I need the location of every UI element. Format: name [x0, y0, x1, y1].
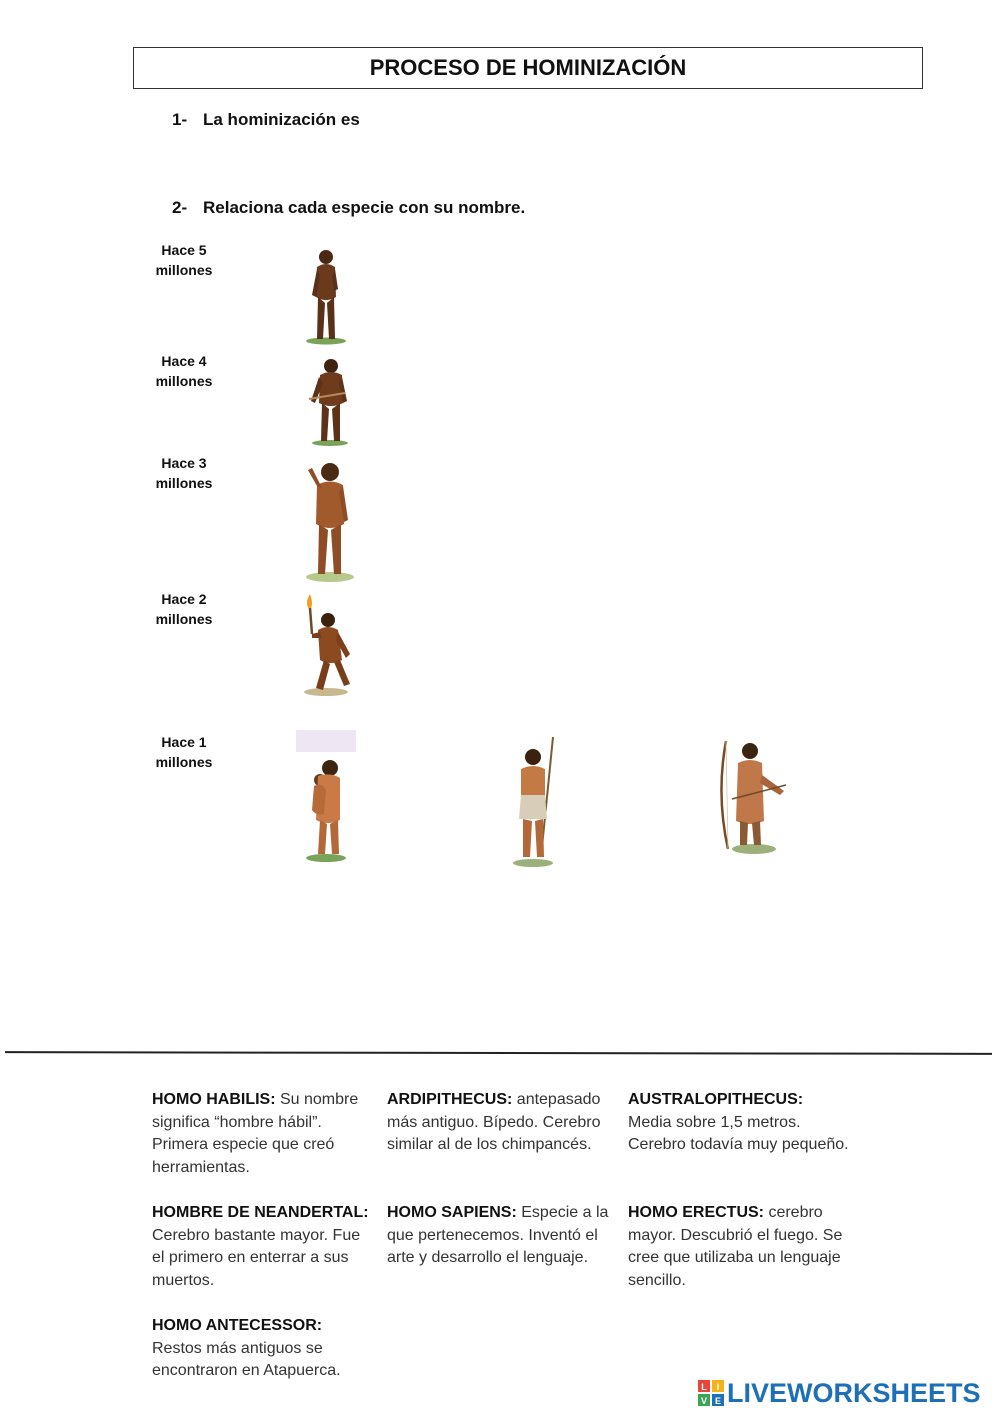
- era-label-5m: Hace 5 millones: [155, 242, 213, 278]
- liveworksheets-logo: [698, 1378, 981, 1408]
- liveworksheets-logo-icon: [698, 1380, 724, 1406]
- species-card-homo-erectus[interactable]: HOMO ERECTUS: cerebro mayor. Descubrió el fuego. Se cree que utilizaba un lenguaje sencillo.: [628, 1204, 843, 1289]
- svg-text:V: V: [700, 1396, 708, 1406]
- question-1: 1- La hominización es: [172, 110, 360, 129]
- era-label-3m: Hace 3 millones: [155, 455, 213, 491]
- species-card-ardipithecus[interactable]: ARDIPITHECUS: antepasado más antiguo. Bípedo. Cerebro similar al de los chimpancés.: [387, 1091, 601, 1153]
- hominid-bow-icon[interactable]: [718, 735, 790, 859]
- brand-name: LIVEWORKSHEETS: [727, 1377, 981, 1408]
- era-label-1m: Hace 1 millones: [155, 734, 213, 770]
- hominid-torch-icon[interactable]: [290, 590, 362, 712]
- svg-text:L: L: [701, 1382, 707, 1392]
- page-title: PROCESO DE HOMINIZACIÓN: [133, 47, 923, 89]
- question-2-text: Relaciona cada especie con su nombre.: [203, 198, 526, 217]
- question-1-text: La hominización es: [203, 110, 360, 129]
- era-label-2m: Hace 2 millones: [155, 591, 213, 627]
- species-card-homo-habilis[interactable]: HOMO HABILIS: Su nombre significa “hombre hábil”. Primera especie que creó herramientas.: [152, 1091, 359, 1176]
- species-card-homo-antecessor[interactable]: HOMO ANTECESSOR: Restos más antiguos se encontraron en Atapuerca.: [152, 1317, 341, 1379]
- hominid-figure-icon[interactable]: [305, 355, 355, 447]
- svg-text:I: I: [716, 1382, 720, 1392]
- species-card-homo-sapiens[interactable]: HOMO SAPIENS: Especie a la que pertenecemos. Inventó el arte y desarrollo el lenguaje.: [387, 1204, 609, 1266]
- species-card-australopithecus[interactable]: AUSTRALOPITHECUS: Media sobre 1,5 metros. Cerebro todavía muy pequeño.: [628, 1091, 849, 1153]
- question-2: 2- Relaciona cada especie con su nombre.: [172, 198, 526, 217]
- era-label-4m: Hace 4 millones: [155, 353, 213, 389]
- svg-text:E: E: [714, 1396, 722, 1406]
- hominid-spear-icon[interactable]: [503, 735, 565, 877]
- species-card-neandertal[interactable]: HOMBRE DE NEANDERTAL: Cerebro bastante mayor. Fue el primero en enterrar a sus muertos.: [152, 1204, 369, 1289]
- hominid-figure-icon[interactable]: [300, 245, 352, 345]
- hominid-pair-icon[interactable]: [296, 730, 358, 865]
- hominid-figure-icon[interactable]: [300, 458, 358, 583]
- section-divider: [5, 1051, 992, 1055]
